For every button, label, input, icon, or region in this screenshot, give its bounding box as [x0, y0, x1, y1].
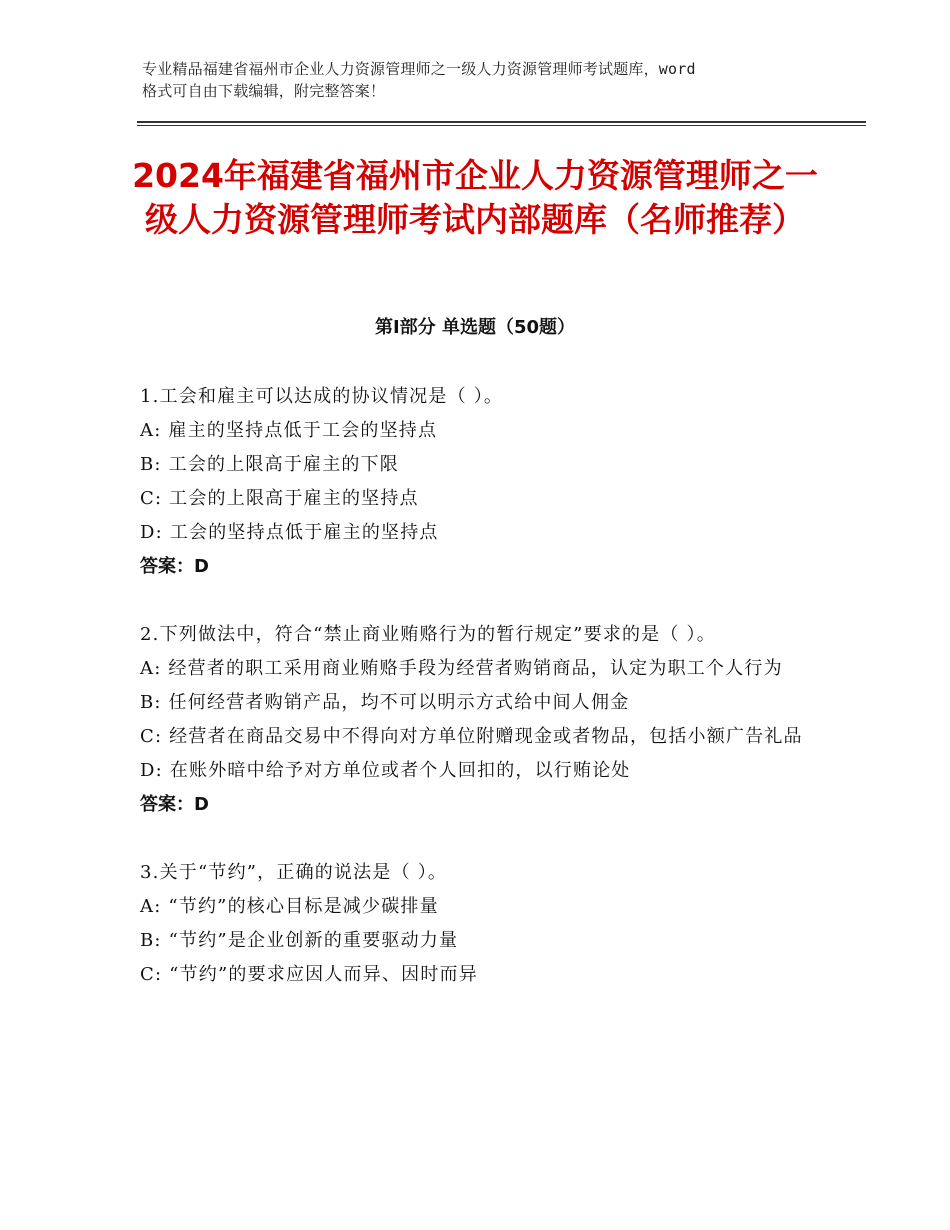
question-list	[140, 380, 810, 1026]
question-stem: 3.关于“节约”，正确的说法是（ ）。	[140, 862, 448, 883]
header-note-line-1: 专业精品福建省福州市企业人力资源管理师之一级人力资源管理师考试题库，word	[142, 60, 696, 78]
option-d: D: 在账外暗中给予对方单位或者个人回扣的，以行贿论处	[140, 760, 631, 781]
question-item	[140, 380, 810, 584]
question-item	[140, 618, 810, 822]
question-item	[140, 856, 810, 992]
answer-line: 答案：D	[140, 556, 209, 577]
option-a: A: 经营者的职工采用商业贿赂手段为经营者购销商品，认定为职工个人行为	[140, 658, 783, 679]
option-a: A: “节约”的核心目标是减少碳排量	[140, 896, 439, 917]
header-note-line-2: 格式可自由下载编辑，附完整答案！	[142, 82, 386, 100]
option-b: B: 工会的上限高于雇主的下限	[140, 454, 400, 475]
header-note	[142, 58, 822, 102]
option-c: C: 工会的上限高于雇主的坚持点	[140, 488, 419, 509]
header-divider-thin	[137, 125, 866, 126]
option-a: A: 雇主的坚持点低于工会的坚持点	[140, 420, 438, 441]
section-title: 第Ⅰ部分 单选题（50题）	[374, 317, 575, 338]
option-b: B: “节约”是企业创新的重要驱动力量	[140, 930, 459, 951]
option-d: D: 工会的坚持点低于雇主的坚持点	[140, 522, 439, 543]
question-stem: 1.工会和雇主可以达成的协议情况是（ ）。	[140, 386, 504, 407]
option-c: C: “节约”的要求应因人而异、因时而异	[140, 964, 478, 985]
question-stem: 2.下列做法中，符合“禁止商业贿赂行为的暂行规定”要求的是（ ）。	[140, 624, 716, 645]
header-divider-thick	[137, 121, 866, 123]
answer-line: 答案：D	[140, 794, 209, 815]
document-title: 2024年福建省福州市企业人力资源管理师之一级人力资源管理师考试内部题库（名师推荐）	[132, 156, 818, 239]
option-b: B: 任何经营者购销产品，均不可以明示方式给中间人佣金	[140, 692, 630, 713]
option-c: C: 经营者在商品交易中不得向对方单位附赠现金或者物品，包括小额广告礼品	[140, 726, 803, 747]
